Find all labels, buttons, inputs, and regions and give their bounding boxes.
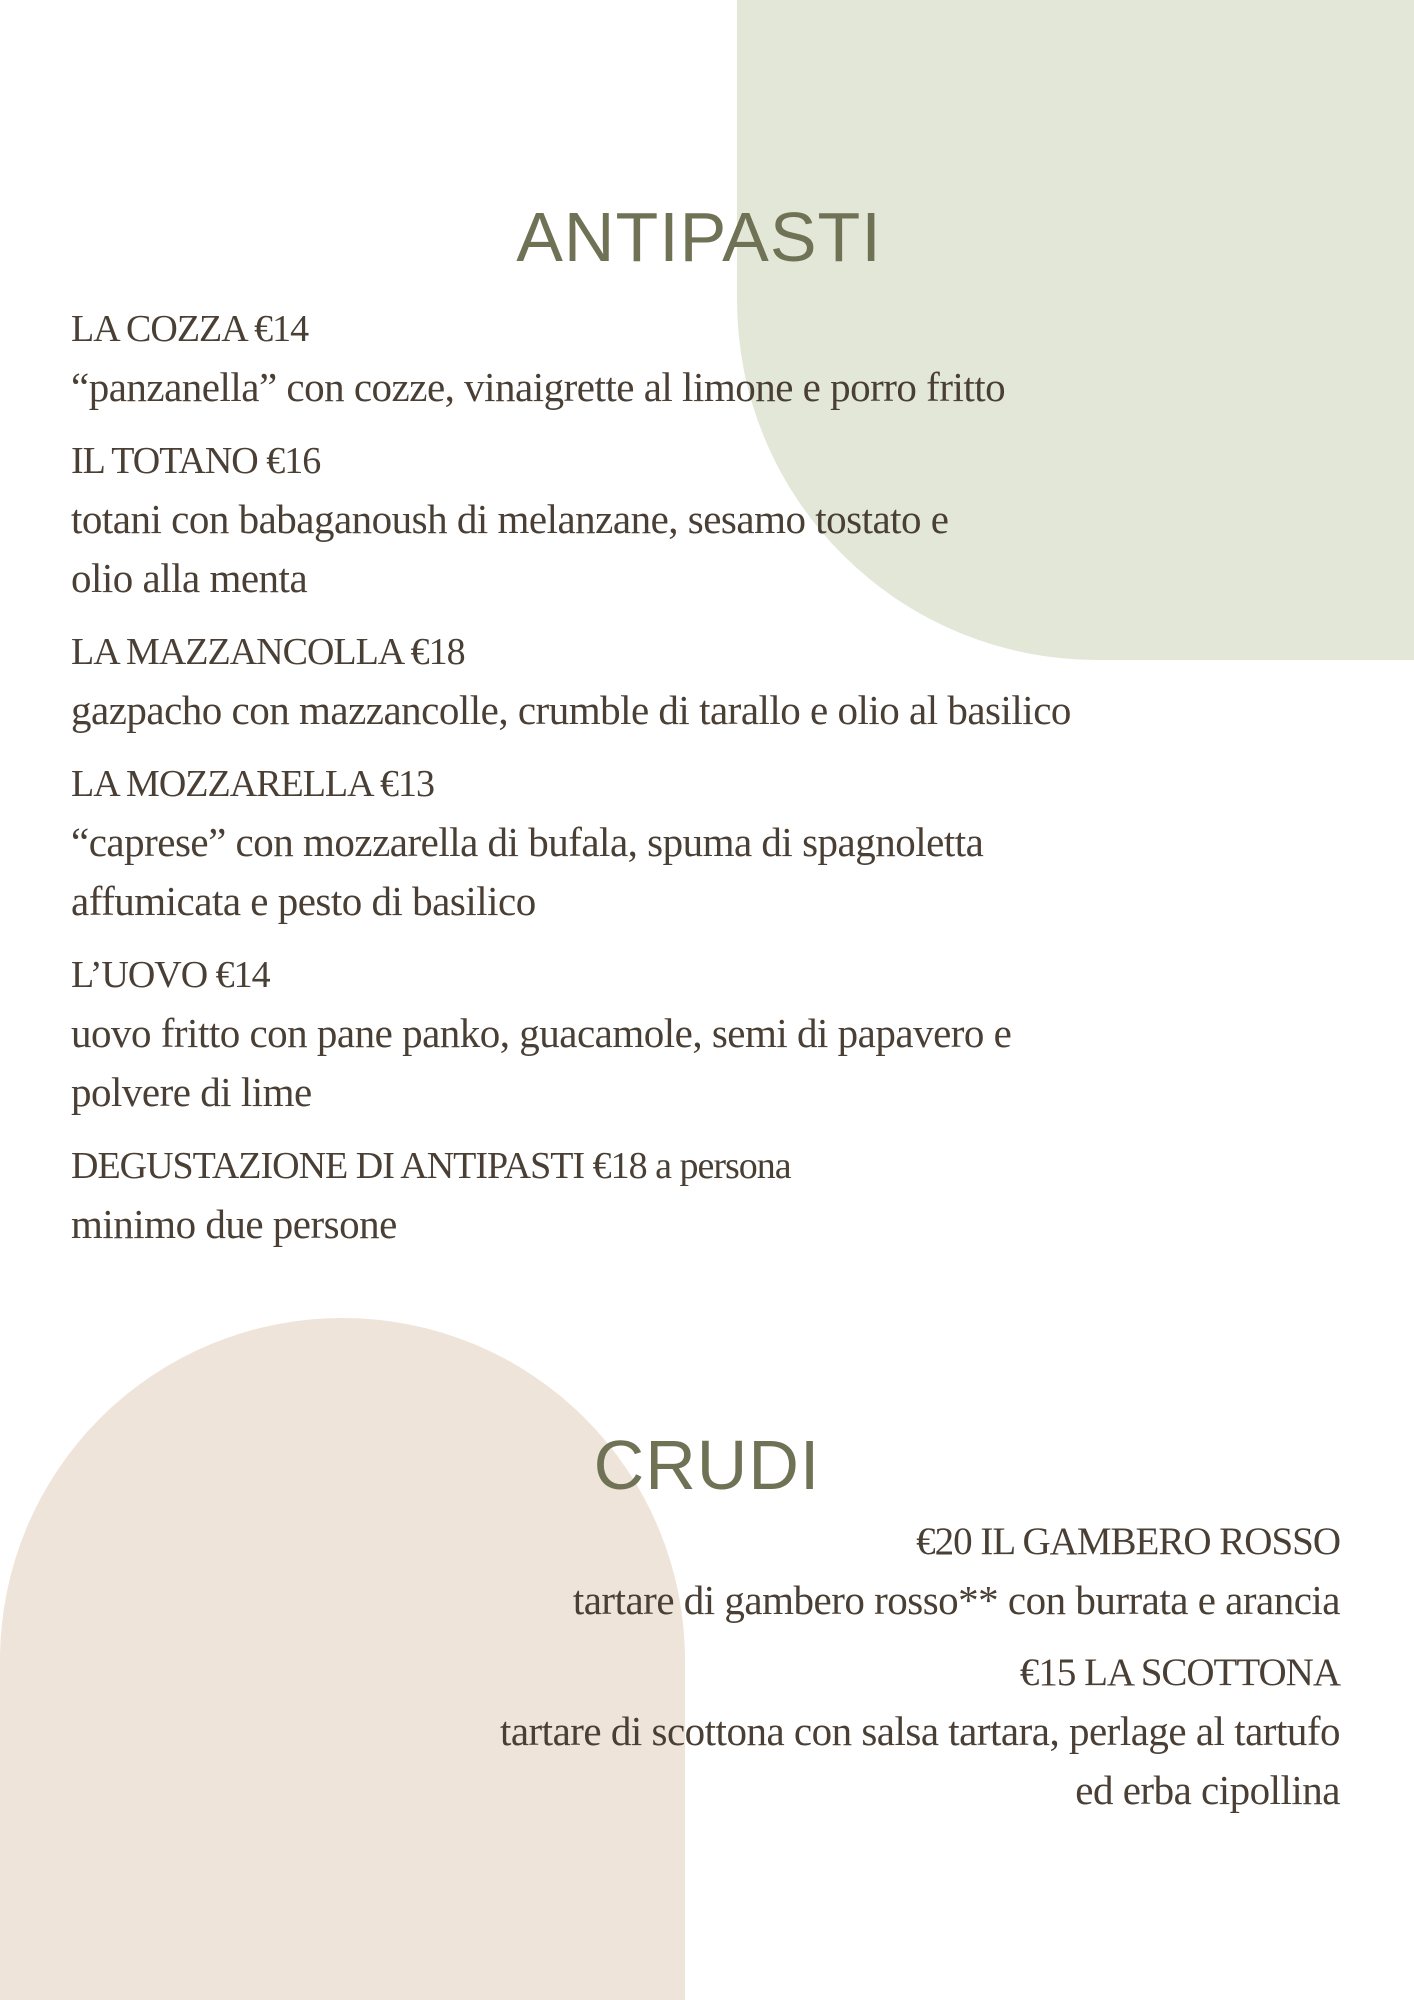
menu-item-la-mozzarella	[71, 755, 1311, 931]
menu-item-description: uovo fritto con pane panko, guacamole, semi di papavero e polvere di lime	[71, 1010, 1012, 1115]
menu-item-title: €20 IL GAMBERO ROSSO	[916, 1520, 1340, 1563]
crudi-list	[140, 1513, 1340, 1834]
menu-item-gambero-rosso	[140, 1513, 1340, 1630]
menu-item-title: L’UOVO €14	[71, 954, 270, 996]
menu-item-description: gazpacho con mazzancolle, crumble di tarallo e olio al basilico	[71, 687, 1071, 733]
menu-item-title: IL TOTANO €16	[71, 440, 321, 482]
menu-item-la-mazzancolla	[71, 623, 1311, 740]
menu-item-title: €15 LA SCOTTONA	[1019, 1651, 1340, 1694]
menu-item-title: LA COZZA €14	[71, 308, 309, 350]
menu-item-description: tartare di scottona con salsa tartara, perlage al tartufo ed erba cipollina	[499, 1708, 1340, 1813]
menu-item-description: “panzanella” con cozze, vinaigrette al limone e porro fritto	[71, 364, 1006, 410]
menu-item-l-uovo	[71, 946, 1311, 1122]
menu-item-description: totani con babaganoush di melanzane, sesamo tostato e olio alla menta	[71, 496, 949, 601]
crudi-heading: CRUDI	[593, 1426, 821, 1504]
antipasti-list	[71, 300, 1311, 1269]
menu-item-description: “caprese” con mozzarella di bufala, spuma di spagnoletta affumicata e pesto di basilico	[71, 819, 984, 924]
menu-item-scottona	[140, 1644, 1340, 1820]
menu-item-title: LA MAZZANCOLLA €18	[71, 631, 465, 673]
menu-item-la-cozza	[71, 300, 1311, 417]
menu-item-title: DEGUSTAZIONE DI ANTIPASTI €18 a persona	[71, 1145, 791, 1187]
antipasti-heading: ANTIPASTI	[516, 198, 882, 276]
menu-item-title: LA MOZZARELLA €13	[71, 763, 434, 805]
menu-item-description: tartare di gambero rosso** con burrata e arancia	[572, 1577, 1340, 1623]
menu-item-degustazione	[71, 1137, 1311, 1254]
menu-item-il-totano	[71, 432, 1311, 608]
menu-item-description: minimo due persone	[71, 1201, 397, 1247]
